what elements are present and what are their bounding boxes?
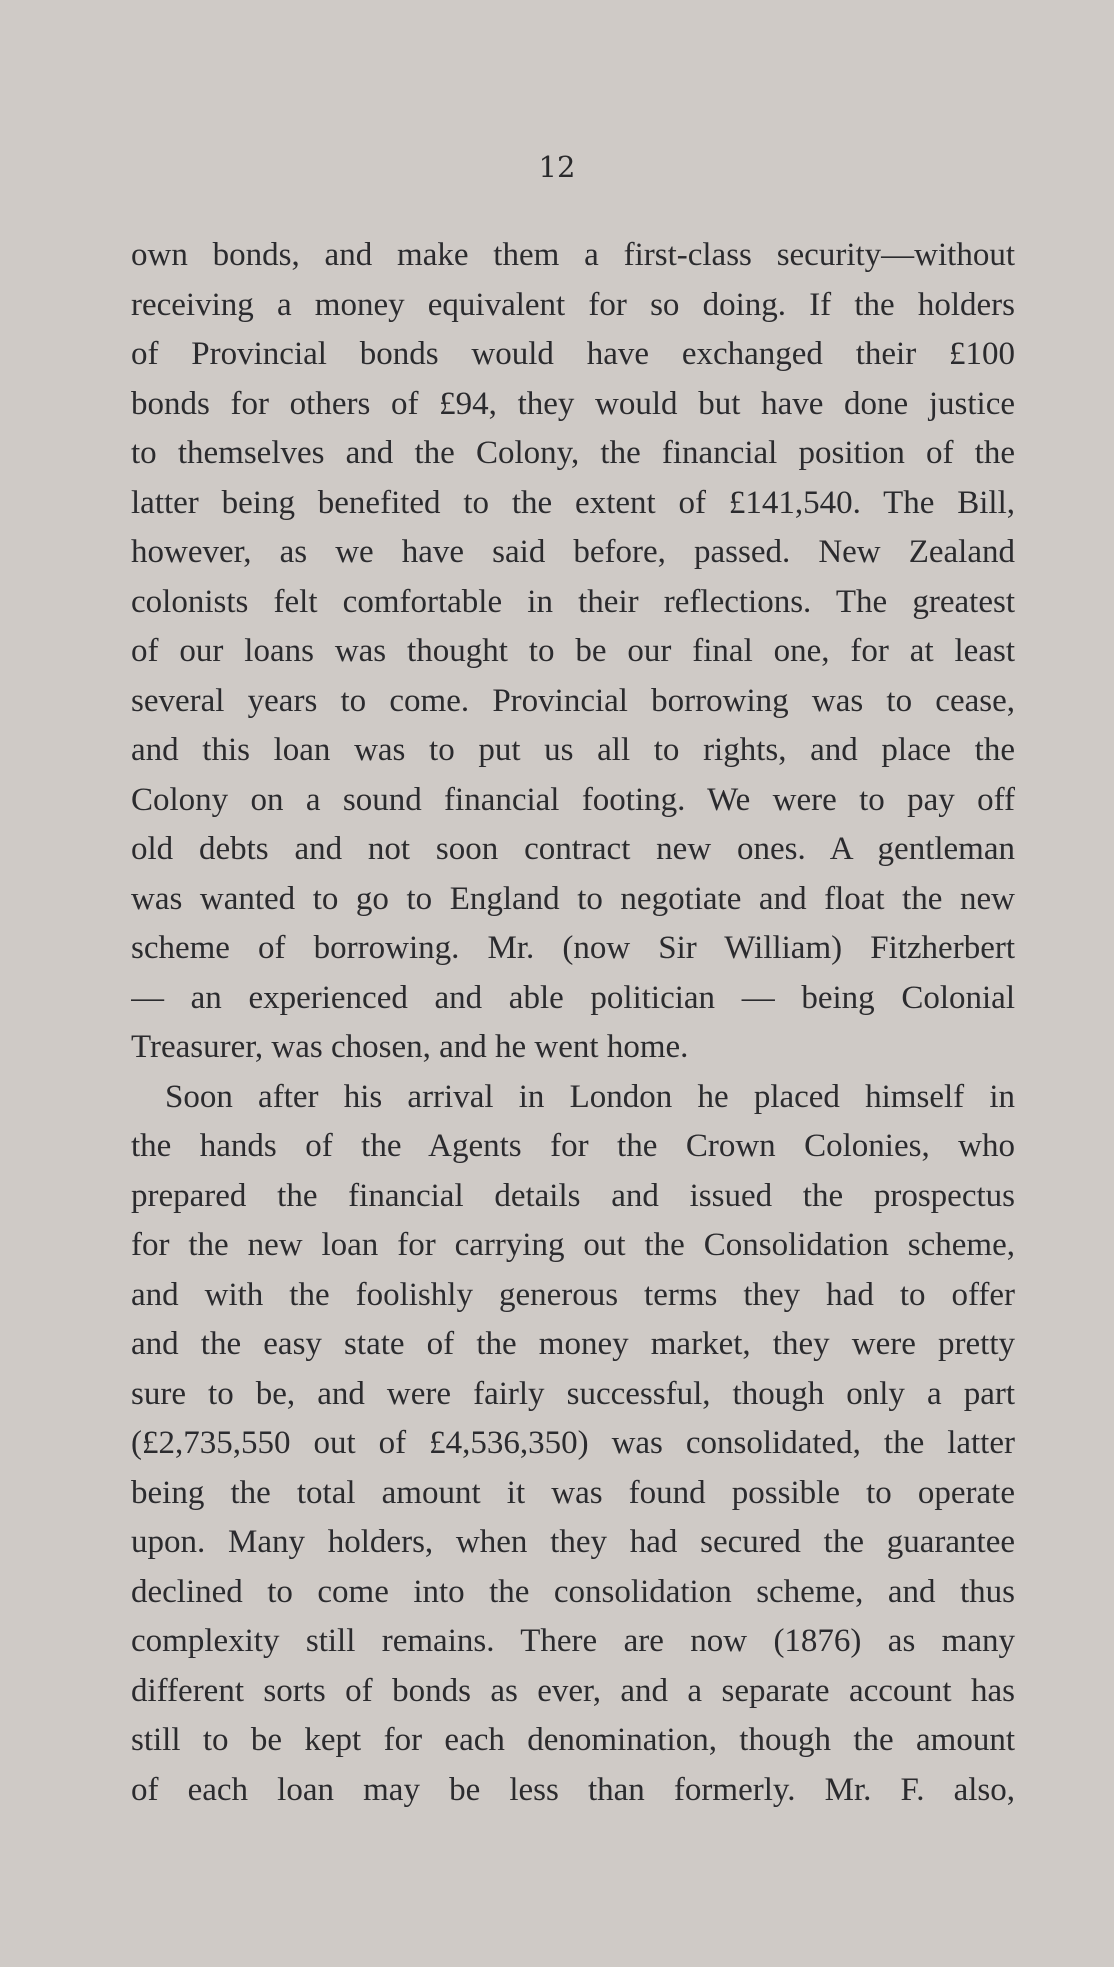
text-line: Colony on a sound financial footing. We were to pay off [131,782,1015,818]
text-line: to themselves and the Colony, the financial position of the [131,435,1015,471]
text-line: the hands of the Agents for the Crown Colonies, who [131,1128,1015,1164]
text-line: and the easy state of the money market, they were pretty [131,1326,1015,1362]
text-line: of each loan may be less than formerly. Mr. F. also, [131,1772,1015,1808]
text-line: prepared the financial details and issued the prospectus [131,1178,1015,1214]
text-line: bonds for others of £94, they would but have done justice [131,386,1015,422]
text-line: scheme of borrowing. Mr. (now Sir William) Fitzherbert [131,930,1015,966]
text-line: old debts and not soon contract new ones. A gentleman [131,831,1015,867]
text-line: sure to be, and were fairly successful, though only a part [131,1376,1015,1412]
text-line: different sorts of bonds as ever, and a separate account has [131,1673,1015,1709]
text-line: and this loan was to put us all to rights, and place the [131,732,1015,768]
text-line: Treasurer, was chosen, and he went home. [131,1029,689,1065]
text-line: upon. Many holders, when they had secured the guarantee [131,1524,1015,1560]
text-line: (£2,735,550 out of £4,536,350) was consolidated, the latter [131,1425,1015,1461]
text-line: — an experienced and able politician — being Colonial [131,980,1015,1016]
text-line: for the new loan for carrying out the Consolidation scheme, [131,1227,1015,1263]
text-line: own bonds, and make them a first-class security—without [131,237,1015,273]
text-line: of our loans was thought to be our final one, for at least [131,633,1015,669]
text-line: being the total amount it was found possible to operate [131,1475,1015,1511]
text-line: was wanted to go to England to negotiate and float the new [131,881,1015,917]
text-line: several years to come. Provincial borrowing was to cease, [131,683,1015,719]
page-number: 12 [538,150,576,184]
text-line: declined to come into the consolidation scheme, and thus [131,1574,1015,1610]
text-line: however, as we have said before, passed. New Zealand [131,534,1015,570]
text-line: complexity still remains. There are now (1876) as many [131,1623,1015,1659]
text-line: still to be kept for each denomination, though the amount [131,1722,1015,1758]
paragraph-first-line: Soon after his arrival in London he placed himself in [165,1079,1015,1115]
text-line: latter being benefited to the extent of £141,540. The Bill, [131,485,1015,521]
text-line: colonists felt comfortable in their reflections. The greatest [131,584,1015,620]
text-line: and with the foolishly generous terms they had to offer [131,1277,1015,1313]
text-line: of Provincial bonds would have exchanged their £100 [131,336,1015,372]
text-line: receiving a money equivalent for so doing. If the holders [131,287,1015,323]
